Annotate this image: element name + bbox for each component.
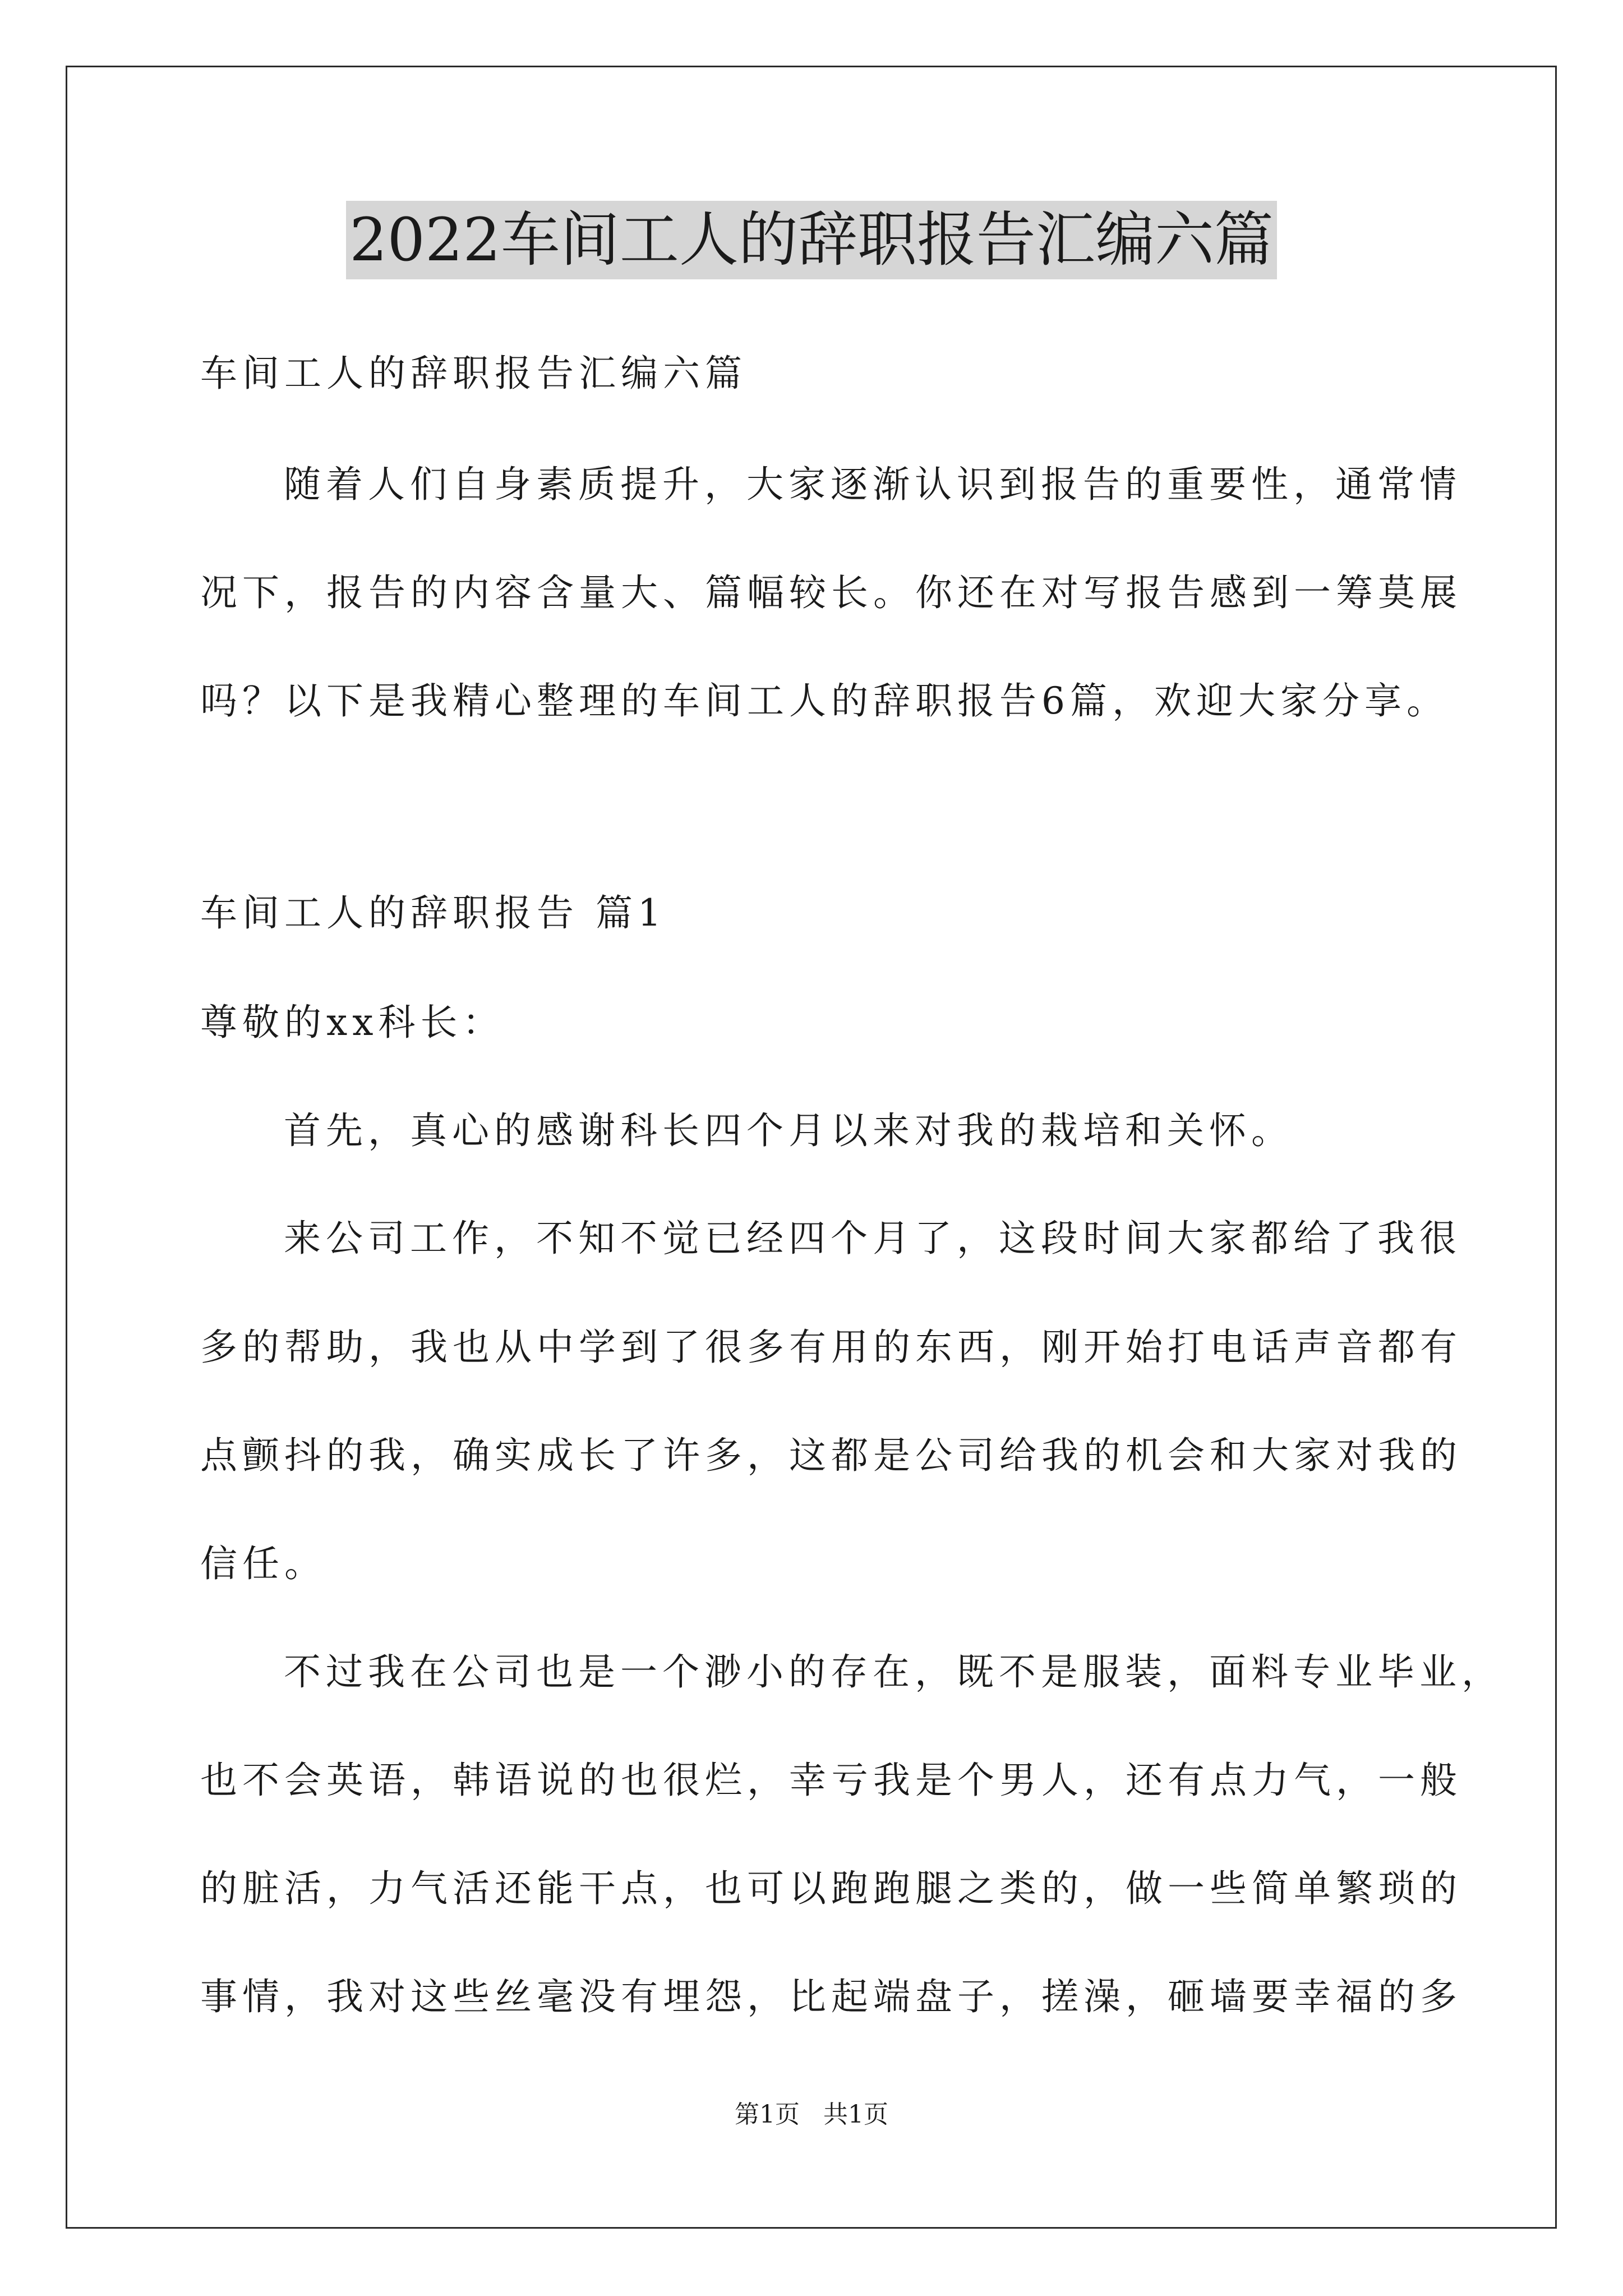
para3-line-3: 的脏活，力气活还能干点，也可以跑跑腿之类的，做一些简单繁琐的 [200,1867,1462,1910]
title-container [0,201,1623,279]
para1-line-1: 首先，真心的感谢科长四个月以来对我的栽培和关怀。 [284,1109,1293,1152]
salutation: 尊敬的xx科长： [200,1001,505,1044]
document-subtitle: 车间工人的辞职报告汇编六篇 [200,352,747,395]
document-title: 2022车间工人的辞职报告汇编六篇 [346,201,1277,279]
section-heading: 车间工人的辞职报告 篇1 [200,891,666,935]
intro-line-3: 吗？以下是我精心整理的车间工人的辞职报告6篇，欢迎大家分享。 [200,679,1449,723]
para2-line-2: 多的帮助，我也从中学到了很多有用的东西，刚开始打电话声音都有 [200,1326,1462,1369]
para3-line-1: 不过我在公司也是一个渺小的存在，既不是服装，面料专业毕业， [284,1650,1504,1694]
para2-line-4: 信任。 [200,1542,326,1585]
para2-line-1: 来公司工作，不知不觉已经四个月了，这段时间大家都给了我很 [284,1217,1461,1260]
para3-line-2: 也不会英语，韩语说的也很烂，幸亏我是个男人，还有点力气，一般 [200,1759,1462,1802]
para2-line-3: 点颤抖的我，确实成长了许多，这都是公司给我的机会和大家对我的 [200,1434,1462,1477]
intro-line-1: 随着人们自身素质提升，大家逐渐认识到报告的重要性，通常情 [284,463,1461,506]
page-footer: 第1页 共1页 [735,2100,888,2129]
para3-line-4: 事情，我对这些丝毫没有埋怨，比起端盘子，搓澡，砸墙要幸福的多 [200,1975,1462,2018]
intro-line-2: 况下，报告的内容含量大、篇幅较长。你还在对写报告感到一筹莫展 [200,571,1462,614]
